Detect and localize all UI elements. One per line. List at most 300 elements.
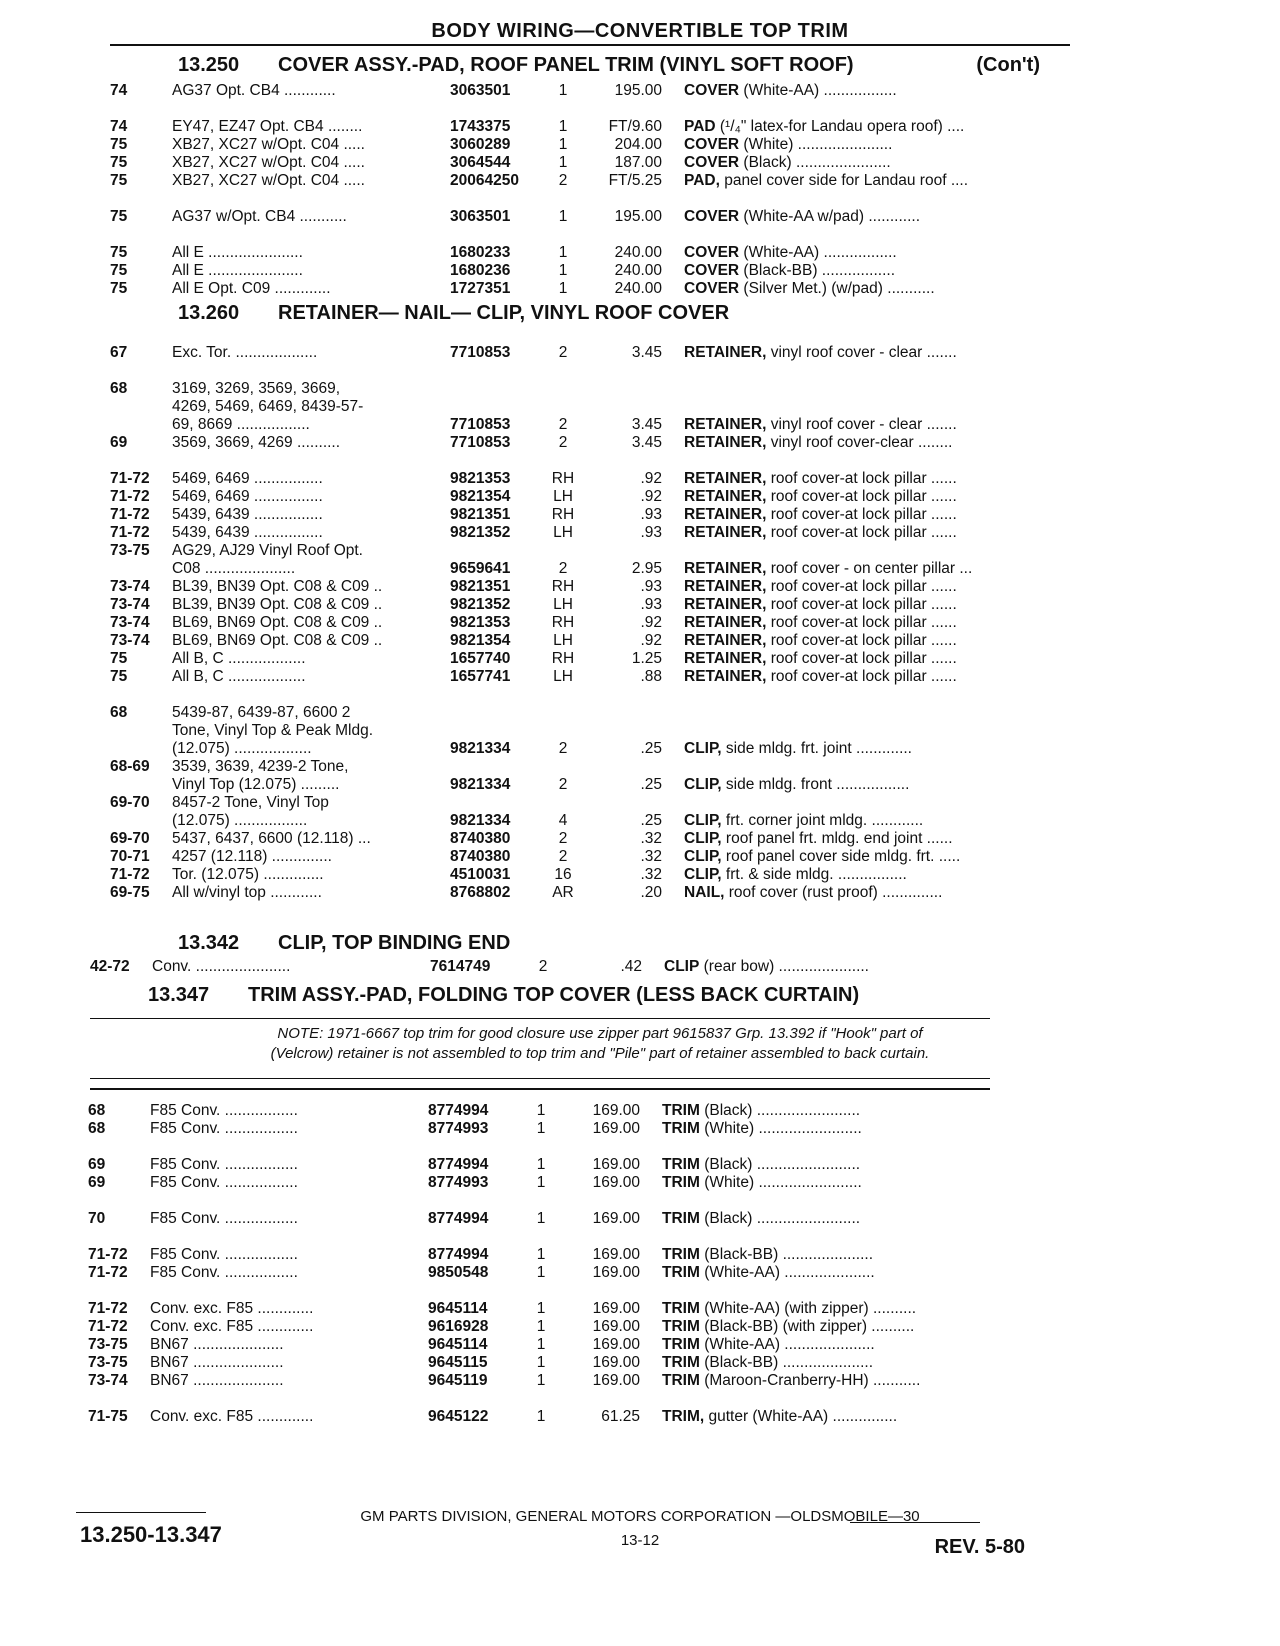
application-cell: F85 Conv. ................. bbox=[150, 1120, 298, 1137]
description-cell bbox=[662, 1264, 1048, 1282]
table-row bbox=[88, 1174, 1048, 1192]
price-cell: 169.00 bbox=[592, 1354, 640, 1371]
price-cell: .92 bbox=[640, 614, 662, 631]
application-cell: XB27, XC27 w/Opt. C04 ..... bbox=[172, 136, 365, 153]
year-cell: 70-71 bbox=[110, 848, 150, 865]
application-cell: (12.075) .................. bbox=[172, 740, 312, 757]
description-name: TRIM bbox=[662, 1210, 700, 1227]
year-cell: 73-74 bbox=[110, 614, 150, 631]
table-row bbox=[110, 866, 1070, 884]
table-row bbox=[88, 1156, 1048, 1174]
year-cell: 71-72 bbox=[110, 488, 150, 505]
quantity-cell: 1 bbox=[536, 1174, 546, 1191]
application-cell: All B, C .................. bbox=[172, 668, 306, 685]
quantity-cell: LH bbox=[553, 632, 573, 649]
year-cell: 71-72 bbox=[88, 1264, 128, 1281]
table-row bbox=[110, 82, 1070, 100]
part-number-cell: 8740380 bbox=[450, 830, 511, 847]
price-cell: 3.45 bbox=[631, 416, 662, 433]
application-cell: 8457-2 Tone, Vinyl Top bbox=[172, 794, 329, 811]
quantity-cell: 1 bbox=[536, 1372, 546, 1389]
description-name: TRIM bbox=[662, 1102, 700, 1119]
description-name: RETAINER, bbox=[684, 614, 767, 631]
description-name: CLIP, bbox=[684, 776, 722, 793]
quantity-cell: 1 bbox=[536, 1336, 546, 1353]
table-row bbox=[110, 344, 1070, 362]
description-cell bbox=[684, 830, 1070, 848]
description-detail: (Maroon-Cranberry-HH) ........... bbox=[699, 1372, 921, 1389]
description-cell bbox=[684, 776, 1070, 794]
part-number-cell: 1727351 bbox=[450, 280, 511, 297]
description-cell bbox=[662, 1372, 1048, 1390]
part-number-cell: 8774994 bbox=[428, 1246, 489, 1263]
page-title: BODY WIRING—CONVERTIBLE TOP TRIM bbox=[431, 20, 849, 42]
part-number-cell: 8774993 bbox=[428, 1174, 489, 1191]
description-name: PAD bbox=[684, 118, 716, 135]
spacer-row bbox=[110, 100, 1070, 118]
application-cell: F85 Conv. ................. bbox=[150, 1102, 298, 1119]
description-detail: roof cover-at lock pillar ...... bbox=[766, 632, 957, 649]
description-detail: roof cover-at lock pillar ...... bbox=[766, 650, 957, 667]
spacer-row bbox=[88, 1192, 1048, 1210]
quantity-cell: 2 bbox=[558, 776, 568, 793]
price-cell: .92 bbox=[640, 470, 662, 487]
part-number-cell: 9821352 bbox=[450, 596, 511, 613]
quantity-cell: AR bbox=[552, 884, 574, 901]
price-cell: 169.00 bbox=[592, 1120, 640, 1137]
part-number-cell: 8768802 bbox=[450, 884, 511, 901]
year-cell: 74 bbox=[110, 118, 128, 135]
year-cell: 75 bbox=[110, 668, 128, 685]
description-detail: (Black-BB) ..................... bbox=[699, 1246, 874, 1263]
table-row bbox=[110, 380, 1070, 398]
table-row bbox=[110, 578, 1070, 596]
table-row bbox=[110, 524, 1070, 542]
description-detail: (White-AA) ..................... bbox=[699, 1264, 875, 1281]
quantity-cell: RH bbox=[551, 614, 575, 631]
part-number-cell: 8774994 bbox=[428, 1156, 489, 1173]
description-cell bbox=[684, 668, 1070, 686]
price-cell: 240.00 bbox=[614, 280, 662, 297]
description-name: CLIP, bbox=[684, 740, 722, 757]
description-cell bbox=[662, 1120, 1048, 1138]
description-detail: frt. & side mldg. ................ bbox=[721, 866, 907, 883]
price-cell: 195.00 bbox=[614, 82, 662, 99]
part-number-cell: 9821334 bbox=[450, 740, 511, 757]
part-number-cell: 1743375 bbox=[450, 118, 511, 135]
table-row bbox=[88, 1336, 1048, 1354]
description-cell bbox=[684, 470, 1070, 488]
table-row bbox=[110, 758, 1070, 776]
description-detail: roof panel frt. mldg. end joint ...... bbox=[721, 830, 953, 847]
table-row bbox=[110, 560, 1070, 578]
table-row bbox=[110, 416, 1070, 434]
price-cell: .20 bbox=[640, 884, 662, 901]
application-cell: 5439, 6439 ................ bbox=[172, 524, 323, 541]
application-cell: BN67 ..................... bbox=[150, 1354, 284, 1371]
quantity-cell: 1 bbox=[536, 1246, 546, 1263]
year-cell: 73-75 bbox=[88, 1354, 128, 1371]
description-cell bbox=[662, 1246, 1048, 1264]
description-detail: roof cover-at lock pillar ...... bbox=[766, 578, 957, 595]
quantity-cell: 1 bbox=[536, 1264, 546, 1281]
description-cell bbox=[684, 596, 1070, 614]
part-number-cell: 8774994 bbox=[428, 1102, 489, 1119]
price-cell: .92 bbox=[640, 488, 662, 505]
quantity-cell: RH bbox=[551, 470, 575, 487]
spacer-row bbox=[88, 1138, 1048, 1156]
description-detail: roof cover - on center pillar ... bbox=[766, 560, 973, 577]
part-number-cell: 9645114 bbox=[428, 1300, 488, 1317]
part-number-cell: 9850548 bbox=[428, 1264, 489, 1281]
part-number-cell: 8774994 bbox=[428, 1210, 489, 1227]
year-cell: 69 bbox=[88, 1156, 106, 1173]
price-cell: .25 bbox=[640, 812, 662, 829]
description-detail: (rear bow) ..................... bbox=[699, 958, 869, 975]
description-name: TRIM, bbox=[662, 1408, 705, 1425]
application-cell: BL69, BN69 Opt. C08 & C09 .. bbox=[172, 614, 383, 631]
price-cell: .32 bbox=[640, 830, 662, 847]
year-cell: 69 bbox=[88, 1174, 106, 1191]
quantity-cell: 2 bbox=[558, 434, 568, 451]
description-cell bbox=[684, 280, 1070, 298]
description-cell bbox=[684, 172, 1070, 190]
quantity-cell: 1 bbox=[558, 82, 568, 99]
part-number-cell: 3060289 bbox=[450, 136, 511, 153]
application-cell: 5439-87, 6439-87, 6600 2 bbox=[172, 704, 351, 721]
footer-revision: REV. 5-80 bbox=[934, 1536, 1025, 1558]
application-cell: F85 Conv. ................. bbox=[150, 1174, 298, 1191]
year-cell: 68 bbox=[110, 380, 128, 397]
application-cell: Conv. exc. F85 ............. bbox=[150, 1408, 314, 1425]
application-cell: 3569, 3669, 4269 .......... bbox=[172, 434, 341, 451]
price-cell: .42 bbox=[620, 958, 642, 975]
application-cell: 69, 8669 ................. bbox=[172, 416, 310, 433]
description-cell bbox=[684, 416, 1070, 434]
table-row bbox=[110, 488, 1070, 506]
price-cell: .32 bbox=[640, 866, 662, 883]
table-row bbox=[88, 1102, 1048, 1120]
description-name: RETAINER, bbox=[684, 344, 767, 361]
price-cell: 169.00 bbox=[592, 1300, 640, 1317]
price-cell: .25 bbox=[640, 776, 662, 793]
description-detail: (Black) ........................ bbox=[699, 1156, 861, 1173]
application-cell: 5469, 6469 ................ bbox=[172, 488, 323, 505]
section-rows bbox=[110, 326, 1070, 902]
description-name: TRIM bbox=[662, 1156, 700, 1173]
quantity-cell: 2 bbox=[558, 560, 568, 577]
description-name: RETAINER, bbox=[684, 488, 767, 505]
application-cell: Conv. exc. F85 ............. bbox=[150, 1300, 314, 1317]
table-row bbox=[110, 794, 1070, 812]
part-number-cell: 9645119 bbox=[428, 1372, 488, 1389]
year-cell: 74 bbox=[110, 82, 128, 99]
quantity-cell: LH bbox=[553, 668, 573, 685]
description-detail: (White-AA) ..................... bbox=[699, 1336, 875, 1353]
part-number-cell: 1680236 bbox=[450, 262, 511, 279]
quantity-cell: 16 bbox=[554, 866, 572, 883]
description-detail: (Black-BB) ..................... bbox=[699, 1354, 874, 1371]
description-name: TRIM bbox=[662, 1174, 700, 1191]
year-cell: 69-75 bbox=[110, 884, 150, 901]
description-name: RETAINER, bbox=[684, 524, 767, 541]
application-cell: BN67 ..................... bbox=[150, 1372, 284, 1389]
description-detail: roof cover-at lock pillar ...... bbox=[766, 488, 957, 505]
section-rows bbox=[110, 82, 1070, 298]
table-row bbox=[110, 506, 1070, 524]
application-cell: XB27, XC27 w/Opt. C04 ..... bbox=[172, 154, 365, 171]
application-cell: All B, C .................. bbox=[172, 650, 306, 667]
application-cell: All E ...................... bbox=[172, 244, 303, 261]
description-cell bbox=[684, 344, 1070, 362]
quantity-cell: 1 bbox=[536, 1156, 546, 1173]
application-cell: EY47, EZ47 Opt. CB4 ........ bbox=[172, 118, 363, 135]
quantity-cell: 1 bbox=[558, 280, 568, 297]
description-name: CLIP, bbox=[684, 866, 722, 883]
quantity-cell: 2 bbox=[558, 344, 568, 361]
year-cell: 71-72 bbox=[110, 506, 150, 523]
quantity-cell: 1 bbox=[558, 118, 568, 135]
price-cell: .25 bbox=[640, 740, 662, 757]
description-name: TRIM bbox=[662, 1300, 700, 1317]
section-heading-13-342: 13.342 CLIP, TOP BINDING END bbox=[178, 932, 511, 954]
description-cell bbox=[684, 866, 1070, 884]
description-cell bbox=[662, 1102, 1048, 1120]
description-name: CLIP bbox=[664, 958, 700, 975]
part-number-cell: 7710853 bbox=[450, 344, 511, 361]
application-cell: Vinyl Top (12.075) ......... bbox=[172, 776, 340, 793]
application-cell: 4269, 5469, 6469, 8439-57- bbox=[172, 398, 364, 415]
application-cell: AG29, AJ29 Vinyl Roof Opt. bbox=[172, 542, 363, 559]
description-detail: (White) ...................... bbox=[739, 136, 893, 153]
note-rule-top bbox=[90, 1018, 990, 1019]
application-cell: 3539, 3639, 4239-2 Tone, bbox=[172, 758, 349, 775]
price-cell: .93 bbox=[640, 596, 662, 613]
description-detail: (Silver Met.) (w/pad) ........... bbox=[739, 280, 935, 297]
description-detail: (Black) ........................ bbox=[699, 1210, 861, 1227]
part-number-cell: 9659641 bbox=[450, 560, 511, 577]
table-row bbox=[110, 632, 1070, 650]
part-number-cell: 1680233 bbox=[450, 244, 511, 261]
spacer-row bbox=[110, 226, 1070, 244]
year-cell: 68 bbox=[88, 1102, 106, 1119]
description-name: COVER bbox=[684, 208, 740, 225]
description-cell bbox=[684, 154, 1070, 172]
application-cell: Exc. Tor. ................... bbox=[172, 344, 318, 361]
year-cell: 68-69 bbox=[110, 758, 150, 775]
price-cell: FT/9.60 bbox=[608, 118, 662, 135]
description-name: TRIM bbox=[662, 1120, 700, 1137]
description-name: COVER bbox=[684, 136, 740, 153]
description-cell bbox=[664, 958, 1050, 976]
section-heading-13-347: 13.347 TRIM ASSY.-PAD, FOLDING TOP COVER (LESS BACK CURTAIN) bbox=[148, 984, 860, 1006]
description-detail: side mldg. front ................. bbox=[721, 776, 910, 793]
table-row bbox=[110, 542, 1070, 560]
table-row bbox=[88, 1354, 1048, 1372]
year-cell: 71-72 bbox=[88, 1300, 128, 1317]
description-cell bbox=[684, 434, 1070, 452]
description-cell bbox=[684, 812, 1070, 830]
table-row bbox=[110, 812, 1070, 830]
application-cell: Conv. ...................... bbox=[152, 958, 291, 975]
description-name: RETAINER, bbox=[684, 632, 767, 649]
description-cell bbox=[684, 262, 1070, 280]
spacer-row bbox=[110, 686, 1070, 704]
quantity-cell: 2 bbox=[558, 172, 568, 189]
part-number-cell: 7710853 bbox=[450, 416, 511, 433]
part-number-cell: 8774993 bbox=[428, 1120, 489, 1137]
part-number-cell: 9645114 bbox=[428, 1336, 488, 1353]
description-cell bbox=[662, 1336, 1048, 1354]
spacer-row bbox=[88, 1282, 1048, 1300]
application-cell: All E ...................... bbox=[172, 262, 303, 279]
part-number-cell: 9821334 bbox=[450, 812, 511, 829]
spacer-row bbox=[110, 190, 1070, 208]
price-cell: 169.00 bbox=[592, 1372, 640, 1389]
note-rule-mid bbox=[90, 1078, 990, 1079]
part-number-cell: 20064250 bbox=[450, 172, 519, 189]
description-detail: (White-AA) ................. bbox=[739, 244, 897, 261]
description-name: TRIM bbox=[662, 1246, 700, 1263]
year-cell: 75 bbox=[110, 262, 128, 279]
description-cell bbox=[662, 1156, 1048, 1174]
table-row bbox=[110, 262, 1070, 280]
price-cell: 195.00 bbox=[614, 208, 662, 225]
part-number-cell: 9821353 bbox=[450, 614, 511, 631]
quantity-cell: RH bbox=[551, 506, 575, 523]
table-row bbox=[110, 884, 1070, 902]
price-cell: 169.00 bbox=[592, 1210, 640, 1227]
description-cell bbox=[662, 1408, 1048, 1426]
table-row bbox=[110, 668, 1070, 686]
price-cell: 187.00 bbox=[614, 154, 662, 171]
price-cell: .93 bbox=[640, 578, 662, 595]
description-name: CLIP, bbox=[684, 830, 722, 847]
quantity-cell: 2 bbox=[558, 416, 568, 433]
part-number-cell: 3064544 bbox=[450, 154, 511, 171]
application-cell: All E Opt. C09 ............. bbox=[172, 280, 331, 297]
description-name: RETAINER, bbox=[684, 506, 767, 523]
description-name: TRIM bbox=[662, 1336, 700, 1353]
section-rows bbox=[88, 1102, 1048, 1426]
table-row bbox=[110, 136, 1070, 154]
quantity-cell: 1 bbox=[536, 1408, 546, 1425]
description-detail: roof cover (rust proof) .............. bbox=[724, 884, 943, 901]
table-row bbox=[110, 470, 1070, 488]
description-name: COVER bbox=[684, 82, 740, 99]
table-row bbox=[88, 1372, 1048, 1390]
table-row bbox=[90, 958, 1050, 976]
description-cell bbox=[684, 488, 1070, 506]
application-cell: (12.075) ................. bbox=[172, 812, 308, 829]
spacer-row bbox=[110, 326, 1070, 344]
description-name: RETAINER, bbox=[684, 416, 767, 433]
description-name: CLIP, bbox=[684, 848, 722, 865]
quantity-cell: 1 bbox=[536, 1120, 546, 1137]
description-cell bbox=[684, 740, 1070, 758]
description-name: RETAINER, bbox=[684, 668, 767, 685]
table-row bbox=[88, 1210, 1048, 1228]
year-cell: 75 bbox=[110, 136, 128, 153]
application-cell: 5437, 6437, 6600 (12.118) ... bbox=[172, 830, 371, 847]
spacer-row bbox=[88, 1228, 1048, 1246]
year-cell: 73-74 bbox=[110, 632, 150, 649]
quantity-cell: RH bbox=[551, 650, 575, 667]
table-row bbox=[110, 596, 1070, 614]
description-cell bbox=[684, 614, 1070, 632]
description-name: CLIP, bbox=[684, 812, 722, 829]
description-cell bbox=[684, 208, 1070, 226]
quantity-cell: RH bbox=[551, 578, 575, 595]
table-row bbox=[110, 614, 1070, 632]
table-row bbox=[110, 118, 1070, 136]
year-cell: 69 bbox=[110, 434, 128, 451]
description-cell bbox=[684, 244, 1070, 262]
part-number-cell: 9821354 bbox=[450, 488, 511, 505]
description-detail: roof panel cover side mldg. frt. ..... bbox=[721, 848, 961, 865]
part-number-cell: 9645115 bbox=[428, 1354, 488, 1371]
table-row bbox=[88, 1246, 1048, 1264]
application-cell: 4257 (12.118) .............. bbox=[172, 848, 332, 865]
year-cell: 67 bbox=[110, 344, 128, 361]
part-number-cell: 9645122 bbox=[428, 1408, 489, 1425]
price-cell: 169.00 bbox=[592, 1156, 640, 1173]
year-cell: 69-70 bbox=[110, 830, 150, 847]
table-row bbox=[110, 650, 1070, 668]
description-cell bbox=[684, 632, 1070, 650]
table-row bbox=[110, 740, 1070, 758]
quantity-cell: 1 bbox=[536, 1354, 546, 1371]
description-detail: frt. corner joint mldg. ............ bbox=[721, 812, 924, 829]
description-cell bbox=[662, 1300, 1048, 1318]
year-cell: 73-74 bbox=[110, 596, 150, 613]
part-number-cell: 9821351 bbox=[450, 578, 511, 595]
part-number-cell: 3063501 bbox=[450, 208, 511, 225]
table-row bbox=[110, 830, 1070, 848]
year-cell: 75 bbox=[110, 280, 128, 297]
year-cell: 73-74 bbox=[110, 578, 150, 595]
application-cell: BL39, BN39 Opt. C08 & C09 .. bbox=[172, 578, 383, 595]
price-cell: .92 bbox=[640, 632, 662, 649]
description-detail: roof cover-at lock pillar ...... bbox=[766, 524, 957, 541]
quantity-cell: 1 bbox=[536, 1300, 546, 1317]
application-cell: BL39, BN39 Opt. C08 & C09 .. bbox=[172, 596, 383, 613]
description-name: TRIM bbox=[662, 1318, 700, 1335]
description-detail: (Black-BB) ................. bbox=[739, 262, 896, 279]
table-row bbox=[88, 1300, 1048, 1318]
description-name: COVER bbox=[684, 262, 740, 279]
part-number-cell: 4510031 bbox=[450, 866, 511, 883]
year-cell: 71-75 bbox=[88, 1408, 128, 1425]
application-cell: Tor. (12.075) .............. bbox=[172, 866, 324, 883]
price-cell: 169.00 bbox=[592, 1336, 640, 1353]
table-row bbox=[88, 1408, 1048, 1426]
application-cell: BN67 ..................... bbox=[150, 1336, 284, 1353]
price-cell: 1.25 bbox=[631, 650, 662, 667]
quantity-cell: 1 bbox=[558, 244, 568, 261]
price-cell: 61.25 bbox=[601, 1408, 640, 1425]
description-name: RETAINER, bbox=[684, 434, 767, 451]
application-cell: XB27, XC27 w/Opt. C04 ..... bbox=[172, 172, 365, 189]
note-text: NOTE: 1971-6667 top trim for good closure use zipper part 9615837 Grp. 13.392 if "Hook" part of (Velcrow) retainer is not assembled to top trim and "Pile" part of retainer assembled to back curtain. bbox=[270, 1025, 930, 1062]
application-cell: AG37 w/Opt. CB4 ........... bbox=[172, 208, 347, 225]
year-cell: 70 bbox=[88, 1210, 106, 1227]
part-number-cell: 7614749 bbox=[430, 958, 491, 975]
year-cell: 73-75 bbox=[88, 1336, 128, 1353]
description-detail: (Black) ...................... bbox=[739, 154, 891, 171]
price-cell: .88 bbox=[640, 668, 662, 685]
year-cell: 75 bbox=[110, 650, 128, 667]
